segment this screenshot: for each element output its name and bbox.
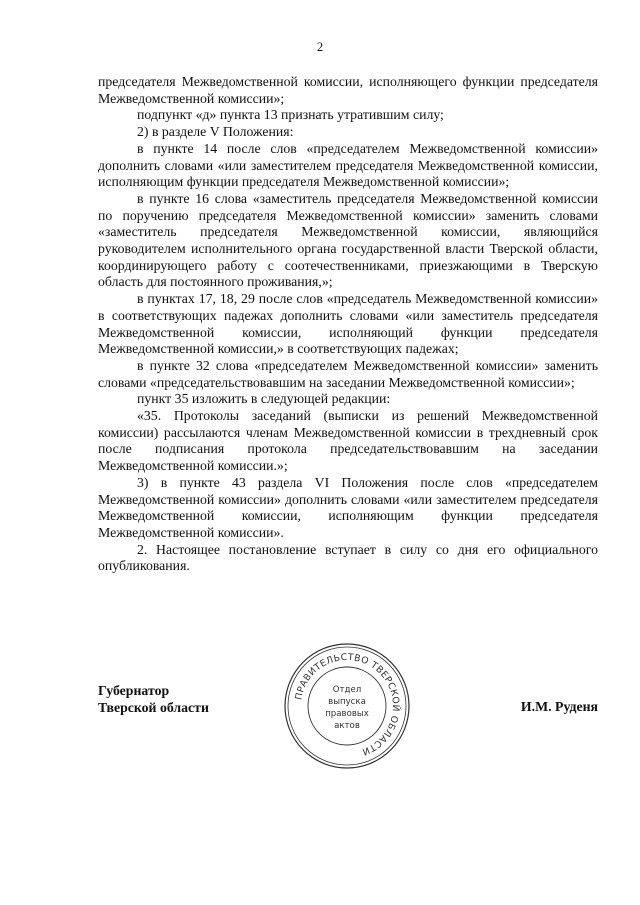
paragraph-point-14: в пункте 14 после слов «председателем Межведомственной комиссии» дополнить словами «или заместителем председателя Межведомственной комиссии, исполняющим функции председателя Межведомственной комиссии»; bbox=[98, 140, 598, 190]
stamp-inner-line2: выпуска bbox=[328, 697, 366, 707]
signatory-name: И.М. Руденя bbox=[520, 699, 598, 714]
paragraph-section-v: 2) в разделе V Положения: bbox=[137, 124, 294, 140]
signatory-title bbox=[98, 682, 209, 716]
paragraph-subpoint-d: подпункт «д» пункта 13 признать утратившим силу; bbox=[137, 107, 444, 123]
signatory-title-line2: Тверской области bbox=[98, 700, 209, 715]
stamp-inner-line1: Отдел bbox=[332, 685, 362, 695]
stamp-inner-line4: актов bbox=[334, 721, 360, 731]
paragraph-effective-date: 2. Настоящее постановление вступает в силу со дня его официального опубликования. bbox=[98, 541, 598, 574]
stamp-inner-line3: правовых bbox=[325, 709, 369, 719]
page-number: 2 bbox=[316, 40, 324, 54]
paragraph-point-35-text: «35. Протоколы заседаний (выписки из решений Межведомственной комиссии) рассылаются членам Межведомственной комиссии в трехдневный срок после подписания протокола председательствовавшим на заседании Межведомственной комиссии.»; bbox=[98, 408, 598, 474]
document-body bbox=[98, 74, 598, 575]
paragraph-point-32: в пункте 32 слова «председателем Межведомственной комиссии» заменить словами «председательствовавшим на заседании Межведомственной комиссии»; bbox=[98, 357, 598, 390]
paragraph-point-16: в пункте 16 слова «заместитель председателя Межведомственной комиссии по поручению председателя Межведомственной комиссии» заменить словами «заместитель председателя Межведомственной комиссии, являющийся руководителем исполнительного органа государственной власти Тверской области, координирующего работу с соотечественниками, приезжающими в Тверскую область для постоянного проживания,»; bbox=[98, 190, 598, 290]
paragraph-points-17-18-29: в пунктах 17, 18, 29 после слов «председатель Межведомственной комиссии» в соответствующих падежах дополнить словами «или заместитель председателя Межведомственной комиссии, исполняющий функции председателя Межведомственной комиссии,» в соответствующих падежах; bbox=[98, 291, 598, 357]
paragraph-continuation: председателя Межведомственной комиссии, исполняющего функции председателя Межведомственной комиссии»; bbox=[98, 74, 598, 106]
signatory-title-line1: Губернатор bbox=[98, 683, 170, 698]
paragraph-point-43: 3) в пункте 43 раздела VI Положения после слов «председателем Межведомственной комиссии» дополнить словами «или заместителем председателя Межведомственной комиссии, исполняющим функции председателя Межведомственной комиссии». bbox=[98, 474, 598, 540]
stamp-ring-text: ПРАВИТЕЛЬСТВО ТВЕРСКОЙ ОБЛАСТИ bbox=[293, 651, 402, 758]
official-stamp bbox=[283, 642, 411, 770]
paragraph-point-35-intro: пункт 35 изложить в следующей редакции: bbox=[137, 391, 391, 407]
